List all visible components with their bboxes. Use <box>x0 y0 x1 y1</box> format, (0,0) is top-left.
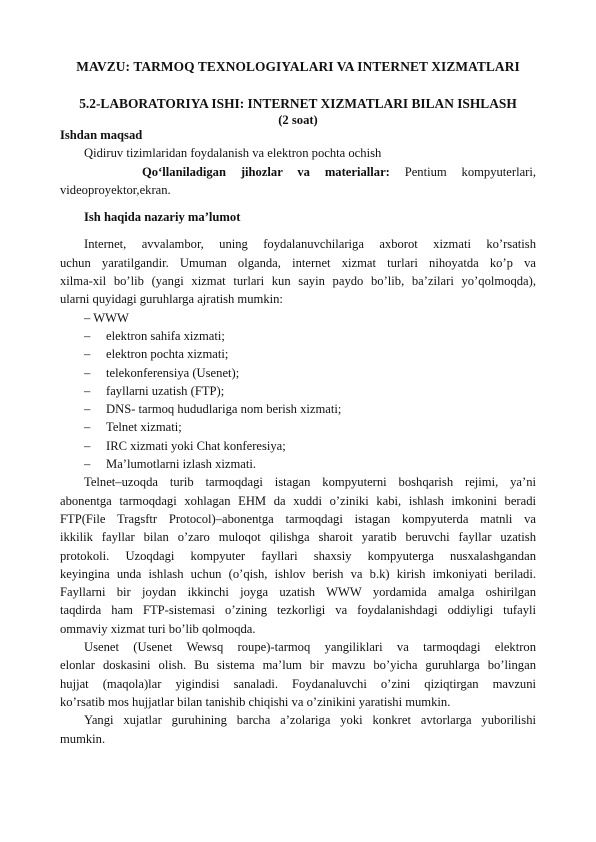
list-item <box>60 418 536 436</box>
telnet-line: Fayllarni bir joydan ikkinchi joyga uzatish WWW yordamida amalga oshirilgan <box>60 585 536 600</box>
list-item <box>60 364 536 382</box>
list-item-www: – WWW <box>84 310 129 325</box>
list-dash: – <box>84 457 91 472</box>
list-item-text: fayllarni uzatish (FTP); <box>106 383 225 398</box>
intro-line: xilma-xil bo’lib (yangi xizmat turlari kun sayin paydo bo’lib, ba’zilari yo’qolmoqda), <box>60 274 536 289</box>
telnet-line: FTP(File Tragsftr Protocol)–abonentga tarmoqdagi istagan kompyuterda matnli va <box>60 511 536 526</box>
goal-text: Qidiruv tizimlaridan foydalanish va elektron pochta ochish <box>84 146 382 161</box>
list-item <box>60 327 536 345</box>
list-item-text: Ma’lumotlarni izlash xizmati. <box>106 457 257 472</box>
theory-heading: Ish haqida nazariy ma’lumot <box>84 210 241 225</box>
telnet-line: protokoli. Uzoqdagi kompyuter fayllari shaxsiy kompyuterga nusxalashgandan <box>60 548 536 563</box>
list-item <box>60 345 536 363</box>
goal-heading: Ishdan maqsad <box>60 128 143 142</box>
duration: (2 soat) <box>278 113 318 127</box>
equipment-line <box>60 163 536 181</box>
list-dash: – <box>84 328 91 343</box>
list-item-text: elektron sahifa xizmati; <box>106 328 225 343</box>
list-dash: – <box>84 402 91 417</box>
equipment-label: Qo‘llaniladigan jihozlar va materiallar: <box>142 164 390 179</box>
final-line: Yangi xujatlar guruhining barcha a’zolariga yoki konkret avtorlarga yuborilishi <box>84 713 536 728</box>
usenet-line: ko’rsatib mos hujjatlar bilan tanishib chiqishi va o’zinikini yaratishi mumkin. <box>60 694 451 709</box>
telnet-line: ommaviy xizmat turi bo’lib qolmoqda. <box>60 621 256 636</box>
list-item-text: telekonferensiya (Usenet); <box>106 365 240 380</box>
telnet-line: ikkilik fayllar bilan o’zaro muloqot qilishga sharoit yaratib beruvchi fayllar uzatish <box>60 530 536 545</box>
list-item-text: IRC xizmati yoki Chat konferesiya; <box>106 438 286 453</box>
list-dash: – <box>84 420 91 435</box>
document-body <box>60 126 536 748</box>
telnet-line: abonentga tarmoqdagi xohlagan EHM da xuddi o’ziniki kabi, ishlash imkonini beradi <box>60 493 536 508</box>
final-line: mumkin. <box>60 731 106 746</box>
usenet-line: Usenet (Usenet Wewsq roupe)-tarmoq yangiliklari va tarmoqdagi elektron <box>84 640 536 655</box>
list-dash: – <box>84 438 91 453</box>
list-dash: – <box>84 347 91 362</box>
telnet-line: taqdirda ham FTP-sistemasi o’zining tezkorligi va foydalanishdagi oddiyligi tufayli <box>60 603 536 618</box>
list-item-text: DNS- tarmoq hududlariga nom berish xizmati; <box>106 402 342 417</box>
list-item <box>60 437 536 455</box>
list-item <box>60 400 536 418</box>
list-dash: – <box>84 383 91 398</box>
intro-line: Internet, avvalambor, uning foydalanuvchilariga axborot xizmati ko’rsatish <box>84 237 536 252</box>
list-dash: – <box>84 365 91 380</box>
equipment-text-1: Pentium kompyuterlari, <box>404 164 537 179</box>
intro-line: uchun yaratilgandir. Umuman olganda, internet xizmat turlari nihoyatda ko’p va <box>60 255 536 270</box>
topic-title: MAVZU: TARMOQ TEXNOLOGIYALARI VA INTERNET XIZMATLARI <box>76 59 520 74</box>
equipment-text-2: videoproyektor,ekran. <box>60 182 171 197</box>
list-item-text: Telnet xizmati; <box>106 420 182 435</box>
list-item-text: elektron pochta xizmati; <box>106 347 229 362</box>
usenet-line: elonlar doskasini olish. Bu sistema ma’lum bir mavzu bo’yicha guruhlarga bo’lingan <box>60 658 536 673</box>
usenet-line: hujjat (maqola)lar yigindisi sanaladi. Foydanaluvchi o’zini qiziqtirgan mavzuni <box>60 676 536 691</box>
telnet-line: keyingina unda ishlash uchun (o’qish, ishlov berish va b.k) kirish imkoniyati beriladi. <box>60 566 536 581</box>
list-item <box>60 455 536 473</box>
intro-line: ularni quyidagi guruhlarga ajratish mumkin: <box>60 292 283 307</box>
lab-title: 5.2-LABORATORIYA ISHI: INTERNET XIZMATLARI BILAN ISHLASH <box>79 96 517 111</box>
list-item <box>60 382 536 400</box>
telnet-line: Telnet–uzoqda turib tarmoqdagi istagan kompyuterni boshqarish rejimi, ya’ni <box>84 475 536 490</box>
